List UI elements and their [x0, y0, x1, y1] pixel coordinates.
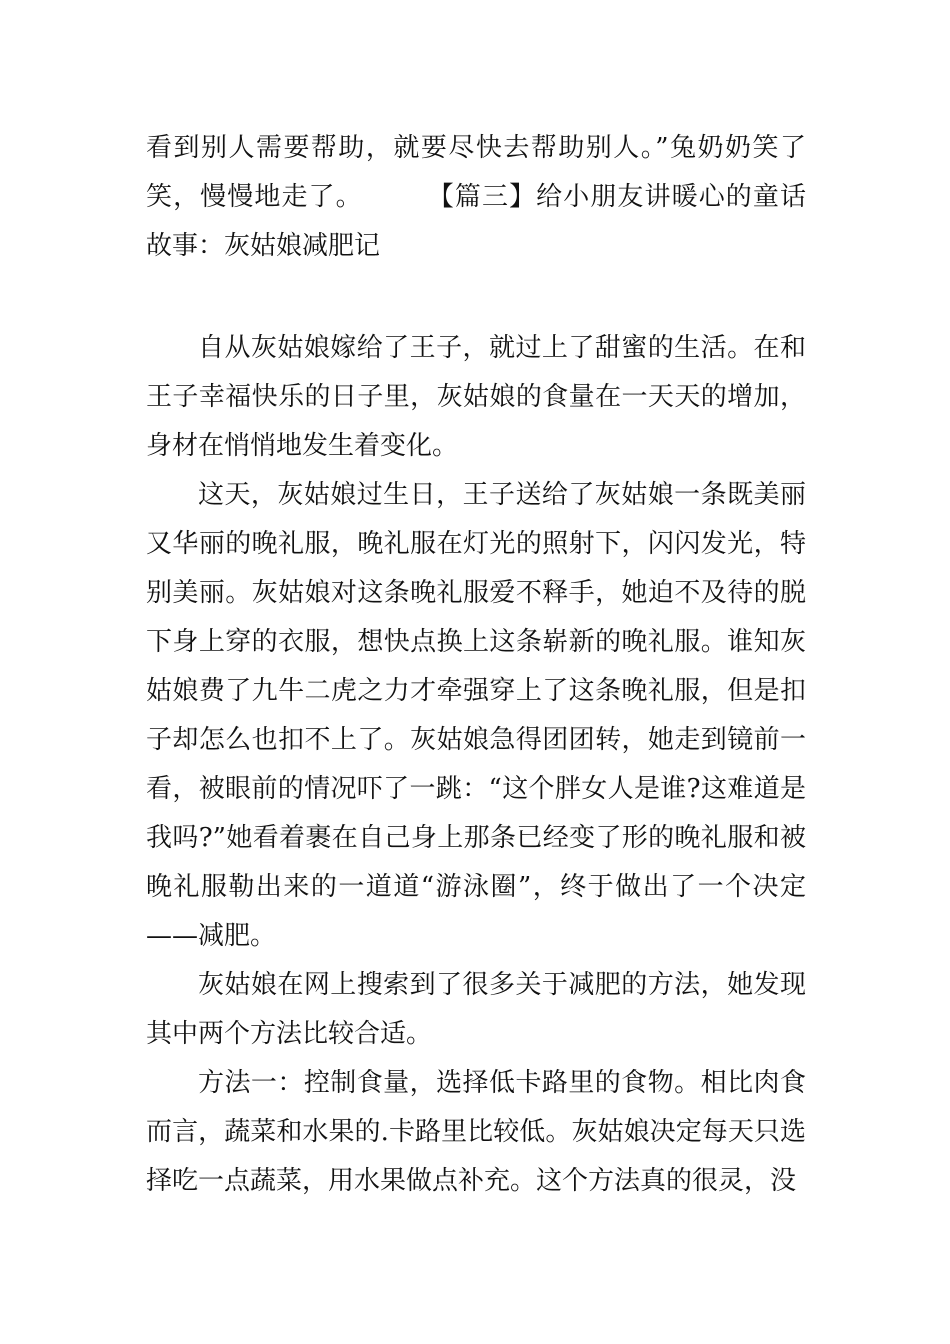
paragraph: 自从灰姑娘嫁给了王子，就过上了甜蜜的生活。在和王子幸福快乐的日子里，灰姑娘的食量在一天天的增加，身材在悄悄地发生着变化。 [146, 333, 806, 461]
paragraph: 方法一：控制食量，选择低卡路里的食物。相比肉食而言，蔬菜和水果的.卡路里比较低。灰姑娘决定每天只选择吃一点蔬菜，用水果做点补充。这个方法真的很灵，没 [146, 1068, 806, 1196]
paragraph: 灰姑娘在网上搜索到了很多关于减肥的方法，她发现其中两个方法比较合适。 [146, 970, 806, 1049]
paragraph: 这天，灰姑娘过生日，王子送给了灰姑娘一条既美丽又华丽的晚礼服，晚礼服在灯光的照射下，闪闪发光，特别美丽。灰姑娘对这条晚礼服爱不释手，她迫不及待的脱下身上穿的衣服，想快点换上这条崭新的晚礼服。谁知灰姑娘费了九牛二虎之力才牵强穿上了这条晚礼服，但是扣子却怎么也扣不上了。灰姑娘急得团团转，她走到镜前一看，被眼前的情况吓了一跳：“这个胖女人是谁?这难道是我吗?”她看着裹在自己身上那条已经变了形的晚礼服和被晚礼服勒出来的一道道“游泳圈”，终于做出了一个决定——减肥。 [146, 480, 806, 951]
section-heading: 【篇三】给小朋友讲暖心的童话故事：灰姑娘减肥记 [146, 182, 806, 261]
intro-text [146, 124, 806, 271]
body-text [146, 324, 806, 1206]
intro-paragraph [146, 124, 806, 271]
intro-line-start: 看到别人需要帮助，就要尽快去帮助别人。”兔奶奶笑了笑，慢慢地走了。 [146, 133, 806, 212]
